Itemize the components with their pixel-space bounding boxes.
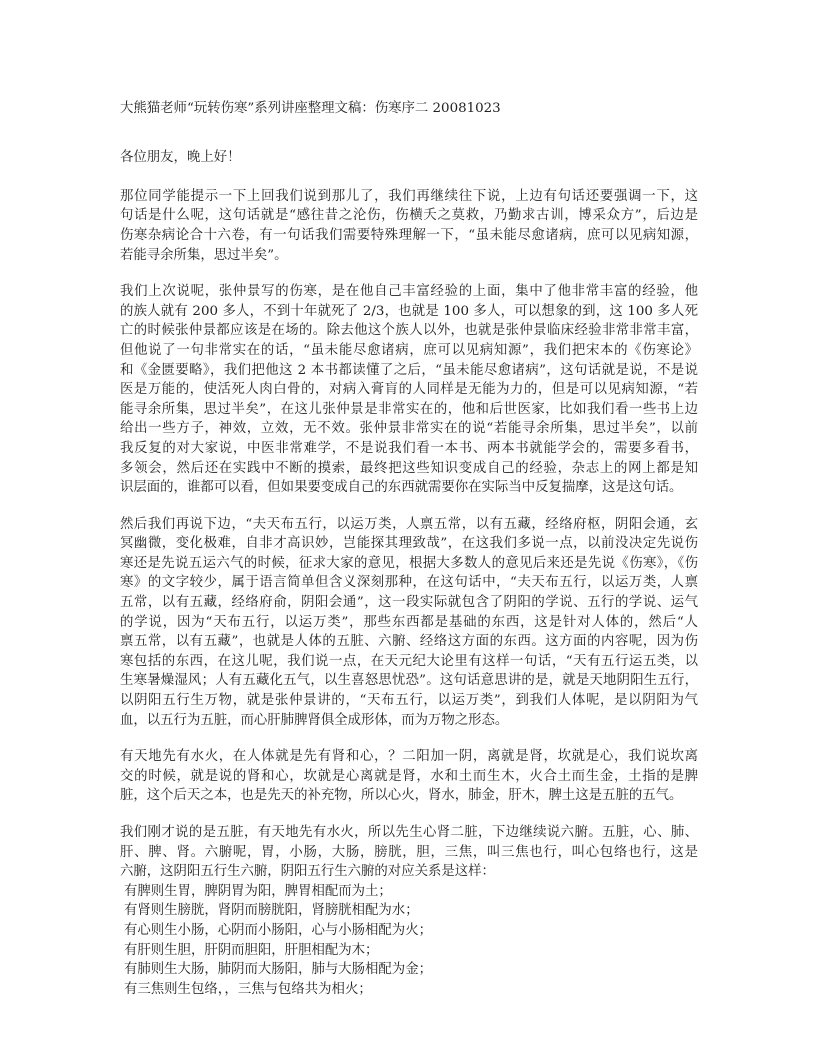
text-line: 我反复的对大家说，中医非常难学，不是说我们看一本书、两本书就能学会的，需要多看书， — [120, 440, 698, 456]
text-line: 脏，这个后天之本，也是先天的补充物，所以心火，肾水，肺金，肝木，脾土这是五脏的五气。 — [120, 788, 683, 804]
paragraph — [120, 515, 698, 731]
text-line: 六腑，这阴阳五行生六腑，阴阳五行生六腑的对应关系是这样： — [120, 864, 495, 880]
text-line: 给出一些方子，神效，立效，无不效。张仲景非常实在的说“若能寻余所集，思过半矣”，以前 — [120, 421, 698, 437]
text-line: 生寒暑燥湿风；人有五藏化五气，以生喜怒思忧恐”。这句话意思讲的是，就是天地阴阳生五行， — [120, 673, 698, 689]
text-line: 我们上次说呢，张仲景写的伤寒，是在他自己丰富经验的上面，集中了他非常丰富的经验，他 — [120, 284, 698, 300]
text-line: 五常，以有五藏，经络府俞，阴阳会通”，这一段实际就包含了阴阳的学说、五行的学说、运气 — [120, 595, 698, 611]
paragraph — [120, 282, 698, 498]
list-item: 有心则生小肠，心阴而小肠阳，心与小肠相配为火； — [124, 922, 432, 938]
text-line: 和《金匮要略》，我们把他这 2 本书都读懂了之后，“虽未能尽愈诸病”，这句话就是说，不是说 — [120, 362, 698, 378]
text-line: 但他说了一句非常实在的话，“虽未能尽愈诸病，庶可以见病知源”，我们把宋本的《伤寒论》 — [120, 342, 698, 358]
text-line: 句话是什么呢，这句话就是“感往昔之沦伤，伤横夭之莫救，乃勤求古训，博采众方”，后边是 — [120, 208, 698, 224]
text-line: 医是万能的，使活死人肉白骨的，对病入膏肓的人同样是无能为力的，但是可以见病知源，“若 — [120, 382, 698, 398]
paragraph — [120, 823, 698, 882]
text-line: 交的时候，就是说的肾和心，坎就是心离就是肾，水和土而生木，火合土而生金，土指的是脾 — [120, 768, 698, 784]
list-item: 有肾则生膀胱，肾阴而膀胱阳，肾膀胱相配为水； — [124, 903, 419, 919]
list-item: 有肺则生大肠，肺阴而大肠阳，肺与大肠相配为金； — [124, 962, 432, 978]
text-line: 血，以五行为五脏，而心肝肺脾肾俱全成形体，而为万物之形态。 — [120, 712, 509, 728]
paragraph — [120, 747, 698, 806]
document-title: 大熊猫老师“玩转伤寒”系列讲座整理文稿：伤寒序二 20081023 — [120, 101, 501, 116]
list-item: 有肝则生胆，肝阴而胆阳，肝胆相配为木； — [124, 942, 379, 958]
text-line: 亡的时候张仲景都应该是在场的。除去他这个族人以外，也就是张仲景临床经验非常非常丰富， — [120, 323, 698, 339]
text-line: 然后我们再说下边，“夫天布五行，以运万类，人禀五常，以有五藏，经络府枢，阴阳会通，玄 — [120, 516, 698, 532]
document-page — [120, 99, 698, 999]
text-line: 我们刚才说的是五脏，有天地先有水火，所以先生心肾二脏，下边继续说六腑。五脏，心、肺、 — [120, 825, 698, 840]
text-line: 的族人就有 200 多人，不到十年就死了 2/3，也就是 100 多人，可以想象的到，这 100 多人死 — [120, 303, 698, 319]
text-line: 那位同学能提示一下上回我们说到那儿了，我们再继续往下说，上边有句话还要强调一下，这 — [120, 188, 698, 204]
organ-pairing-list — [120, 882, 698, 1000]
text-line: 多领会，然后还在实践中不断的摸索，最终把这些知识变成自己的经验，杂志上的网上都是知 — [120, 460, 698, 476]
text-line: 寒包括的东西，在这儿呢，我们说一点，在天元纪大论里有这样一句话，“天有五行运五类，以 — [120, 653, 698, 669]
text-line: 若能寻余所集，思过半矣”。 — [120, 247, 288, 263]
list-item: 有三焦则生包络，，三焦与包络共为相火； — [124, 981, 372, 997]
text-line: 识层面的，谁都可以看，但如果要变成自己的东西就需要你在实际当中反复揣摩，这是这句话。 — [120, 480, 683, 496]
text-line: 能寻余所集，思过半矣”，在这儿张仲景是非常实在的，他和后世医家，比如我们看一些书上边 — [120, 401, 698, 417]
text-line: 伤寒杂病论合十六卷，有一句话我们需要特殊理解一下，“虽未能尽愈诸病，庶可以见病知源， — [120, 227, 698, 243]
text-line: 肝、脾、肾。六腑呢，胃，小肠，大肠，膀胱，胆，三焦，叫三焦也行，叫心包络也行，这是 — [120, 844, 698, 860]
paragraph — [120, 187, 698, 265]
text-line: 寒》的文字较少，属于语言简单但含义深刻那种，在这句话中，“夫天布五行，以运万类，人禀 — [120, 575, 698, 591]
list-item: 有脾则生胃，脾阴胃为阳，脾胃相配而为土； — [124, 883, 392, 899]
greeting: 各位朋友，晚上好！ — [120, 149, 241, 165]
document-body — [120, 187, 698, 882]
text-line: 冥幽微，变化极难，自非才高识妙，岂能探其理致哉”，在这我们多说一点，以前没决定先说伤 — [120, 536, 698, 552]
text-line: 的学说，因为“天布五行，以运万类”，那些东西都是基础的东西，这是针对人体的，然后“人 — [120, 614, 698, 630]
text-line: 禀五常，以有五藏”，也就是人体的五脏、六腑、经络这方面的东西。这方面的内容呢，因为伤 — [120, 634, 698, 650]
text-line: 寒还是先说五运六气的时候，征求大家的意见，根据大多数人的意见后来还是先说《伤寒》，《伤 — [120, 555, 698, 571]
text-line: 以阴阳五行生万物，就是张仲景讲的，“天布五行，以运万类”，到我们人体呢，是以阴阳为气 — [120, 693, 698, 709]
text-line: 有天地先有水火，在人体就是先有肾和心，？二阳加一阴，离就是肾，坎就是心，我们说坎离 — [120, 749, 698, 765]
